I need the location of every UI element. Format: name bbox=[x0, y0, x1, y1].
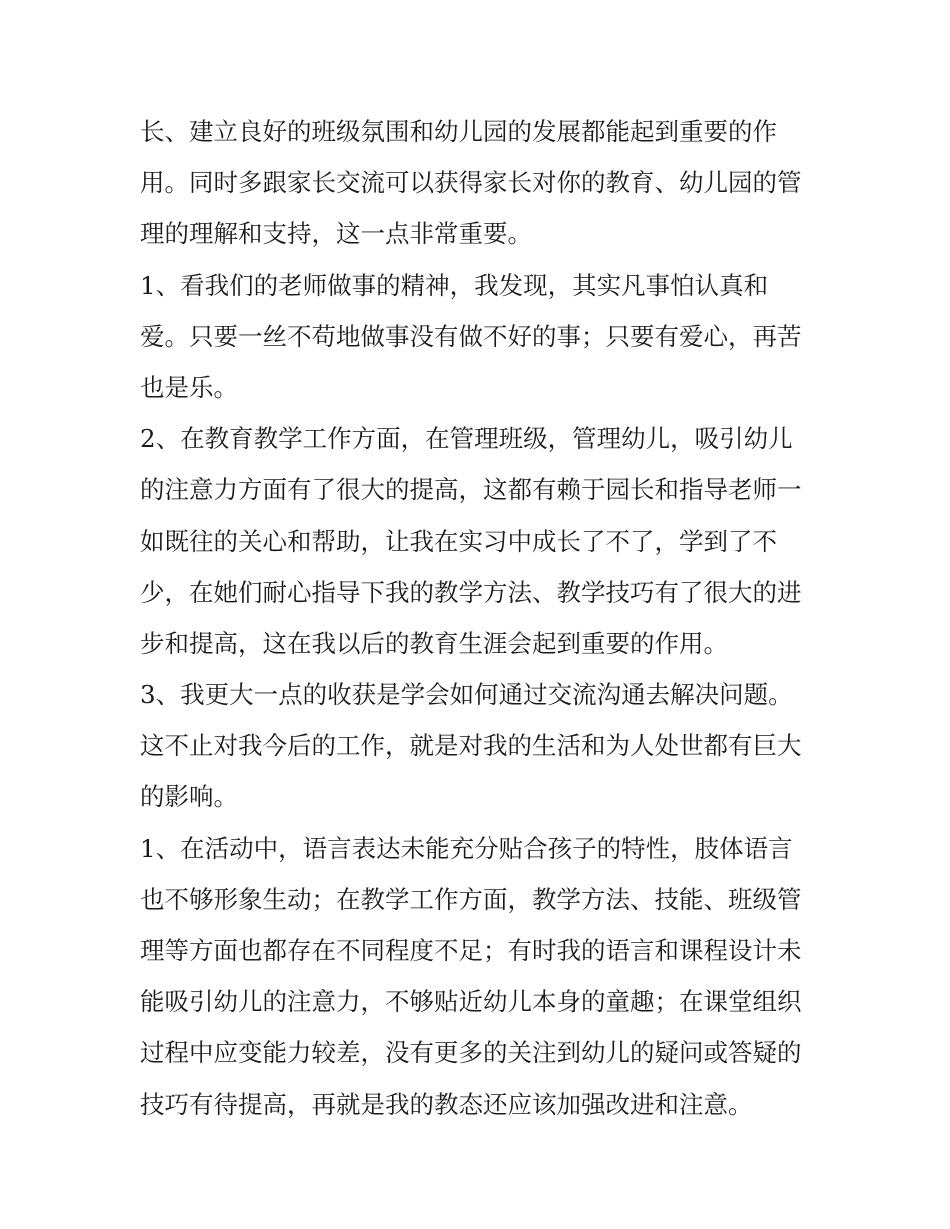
text-line: 理的理解和支持，这一点非常重要。 bbox=[140, 219, 532, 249]
text-line: 步和提高，这在我以后的教育生涯会起到重要的作用。 bbox=[140, 628, 728, 658]
text-line: 用。同时多跟家长交流可以获得家长对你的教育、幼儿园的管 bbox=[140, 168, 802, 198]
text-line: 理等方面也都存在不同程度不足；有时我的语言和课程设计未 bbox=[140, 936, 802, 965]
text-line: 的注意力方面有了很大的提高，这都有赖于园长和指导老师一 bbox=[140, 475, 802, 505]
text-line: 能吸引幼儿的注意力，不够贴近幼儿本身的童趣；在课堂组织 bbox=[140, 987, 802, 1017]
text-line: 技巧有待提高，再就是我的教态还应该加强改进和注意。 bbox=[140, 1089, 753, 1119]
text-line: 这不止对我今后的工作，就是对我的生活和为人处世都有巨大 bbox=[140, 731, 802, 761]
text-line: 也不够形象生动；在教学工作方面，教学方法、技能、班级管 bbox=[140, 884, 802, 914]
text-line: 爱。只要一丝不苟地做事没有做不好的事；只要有爱心，再苦 bbox=[140, 321, 802, 351]
body-text bbox=[140, 106, 820, 1130]
text-line: 的影响。 bbox=[140, 782, 238, 812]
text-line: 过程中应变能力较差，没有更多的关注到幼儿的疑问或答疑的 bbox=[140, 1038, 802, 1068]
text-line: 也是乐。 bbox=[140, 372, 238, 402]
text-line: 2、在教育教学工作方面，在管理班级，管理幼儿，吸引幼儿 bbox=[140, 424, 793, 454]
text-line: 如既往的关心和帮助，让我在实习中成长了不了，学到了不 bbox=[140, 526, 777, 556]
text-line: 少，在她们耐心指导下我的教学方法、教学技巧有了很大的进 bbox=[140, 577, 802, 607]
text-line: 3、我更大一点的收获是学会如何通过交流沟通去解决问题。 bbox=[140, 680, 793, 710]
text-line: 1、在活动中，语言表达未能充分贴合孩子的特性，肢体语言 bbox=[140, 833, 793, 863]
text-line: 1、看我们的老师做事的精神，我发现，其实凡事怕认真和 bbox=[140, 270, 769, 300]
text-line: 长、建立良好的班级氛围和幼儿园的发展都能起到重要的作 bbox=[140, 117, 777, 146]
